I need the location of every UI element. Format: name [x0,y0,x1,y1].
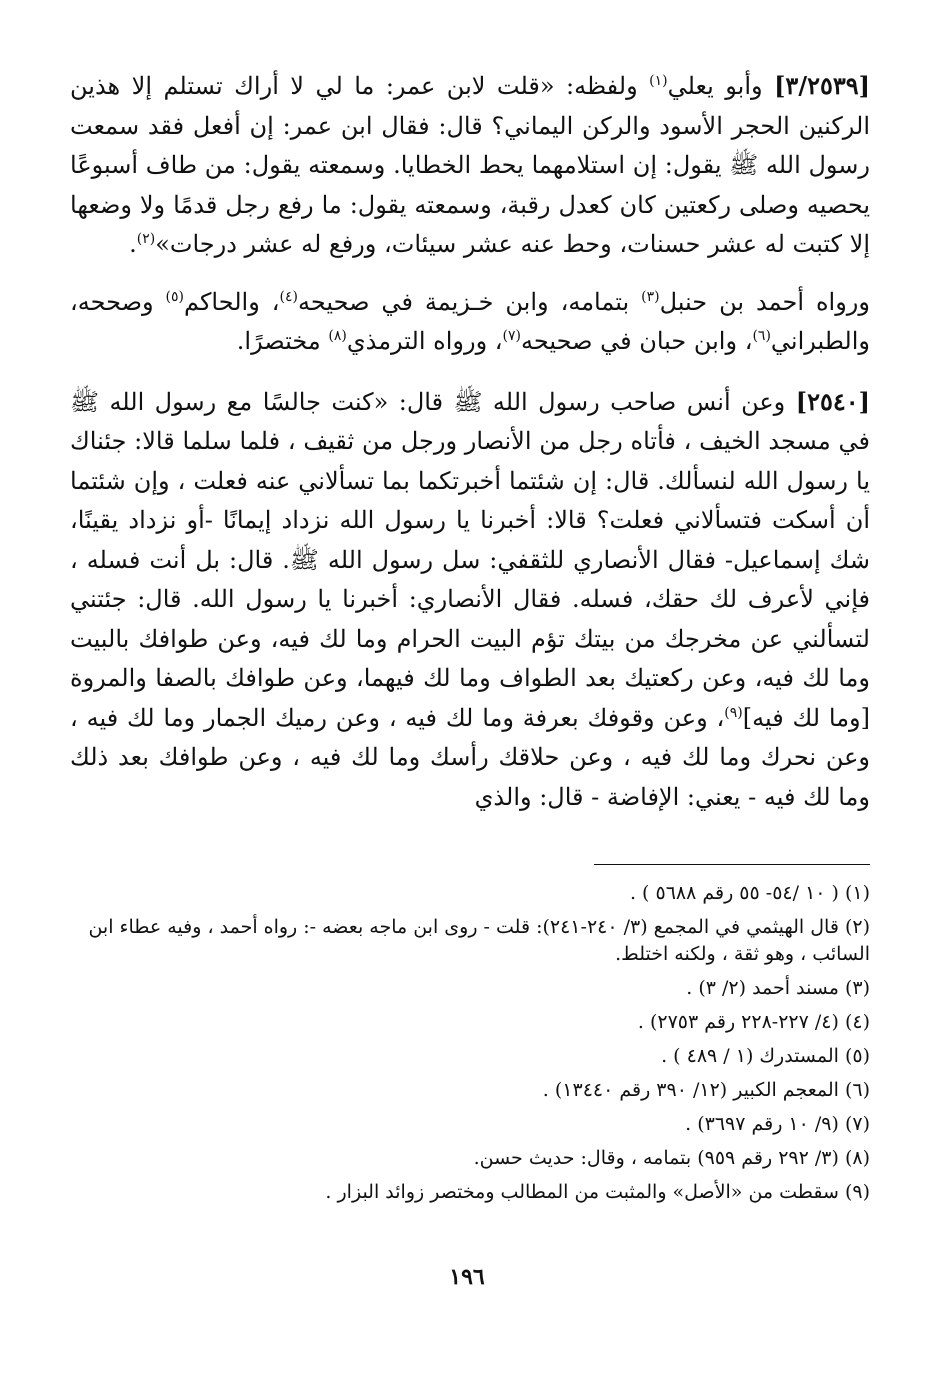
narrators-paragraph [70,283,870,362]
footnote-number: (٤) [844,1011,870,1033]
footnote-marker: (٧) [502,328,521,344]
footnote-marker: (٣) [641,288,660,305]
narrators-text: ، والحاكم [184,287,280,316]
footnote-divider [594,864,870,865]
footnote-marker: (٨) [328,328,347,344]
footnote-text: (٣/ ٢٩٢ رقم ٩٥٩) بتمامه ، وقال: حديث حسن. [473,1147,839,1169]
hadith-reference-number: [٢٥٤٠] [795,386,870,416]
footnote-marker: (٢) [136,231,156,247]
footnote-item [70,975,870,1002]
footnote-text: (٤/ ٢٢٧-٢٢٨ رقم ٢٧٥٣) . [637,1011,839,1033]
narrators-text: ورواه أحمد بن حنبل [659,287,870,316]
hadith-text: . [129,230,137,258]
hadith-text: ، وعن وقوفك بعرفة وما لك فيه ، وعن رميك الجمار وما لك فيه ، وعن نحرك وما لك فيه ، وعن حلاقك رأسك وما لك فيه ، وعن طوافك بعد ذلك وما لك فيه - يعني: الإفاضة - قال: والذي [70,703,870,811]
footnote-text: المعجم الكبير (١٢/ ٣٩٠ رقم ١٣٤٤٠) . [542,1079,839,1101]
narrators-text: ، ورواه الترمذي [346,327,503,355]
footnote-text: قال الهيثمي في المجمع (٣/ ٢٤٠-٢٤١): قلت - روى ابن ماجه بعضه -: رواه أحمد ، وفيه عطاء ابن السائب ، وهو ثقة ، ولكنه اختلط. [88,916,870,965]
footnote-item [70,1179,870,1206]
hadith-text: وأبو يعلي [667,72,775,100]
footnote-number: (٧) [844,1113,870,1135]
footnote-text: مسند أحمد (٢/ ٣) . [686,977,839,999]
footnote-number: (٨) [844,1147,870,1169]
footnote-item [70,1111,870,1138]
footnote-item [70,1009,870,1036]
footnote-number: (٦) [844,1079,870,1101]
footnote-text: المستدرك (١ / ٤٨٩ ) . [661,1045,839,1067]
footnote-item [70,1043,870,1070]
hadith-text: وعن أنس صاحب رسول الله ﷺ قال: «كنت جالسًا مع رسول الله ﷺ في مسجد الخيف ، فأتاه رجل من الأنصار ورجل من ثقيف ، فلما سلما قالا: جئناك يا رسول الله لنسألك. قال: إن شئتما أخبرتكما بما تسألاني عنه فعلت ، وإن شئتما أن أسكت فتسألاني فعلت؟ قالا: أخبرنا يا رسول الله نزداد إيمانًا -أو نزداد يقينًا، شك إسماعيل- فقال الأنصاري للثقفي: سل رسول الله ﷺ. قال: بل أنت فسله ، فإني لأعرف لك حقك، فسله. فقال الأنصاري: أخبرنا يا رسول الله. قال: جئتني لتسألني عن مخرجك من بيتك تؤم البيت الحرام وما لك فيه، وعن طوافك بالبيت وما لك فيه، وعن ركعتيك بعد الطواف وما لك فيهما، وعن طوافك بالصفا والمروة [وما لك فيه] [70,387,871,732]
hadith-paragraph-2539 [70,66,870,265]
footnote-text: ( ١٠ /٥٤- ٥٥ رقم ٥٦٨٨ ) . [629,882,839,904]
footnote-item [70,880,870,907]
narrators-text: مختصرًا. [236,327,329,355]
footnote-number: (٥) [844,1045,870,1067]
page-number: ١٩٦ [449,1264,485,1290]
footnote-number: (٩) [844,1181,870,1203]
hadith-reference-number: [٣/٢٥٣٩] [774,71,870,100]
footnote-item [70,914,870,968]
footnote-number: (٣) [844,977,870,999]
main-text [70,66,870,817]
footnote-text: (٩/ ١٠ رقم ٣٦٩٧) . [685,1113,839,1135]
footnote-marker: (٥) [165,288,185,305]
footnote-marker: (١) [649,73,668,89]
footnote-text: سقطت من «الأصل» والمثبت من المطالب ومختصر زوائد البزار . [325,1181,839,1203]
footnote-item [70,1077,870,1104]
footnote-marker: (٦) [752,328,771,344]
footnote-number: (٢) [844,916,870,938]
narrators-text: ، وابن حبان في صحيحه [521,327,753,355]
footnote-marker: (٤) [279,288,298,305]
footnotes [70,880,870,1213]
narrators-text: وصححه، والطبراني [70,287,870,355]
hadith-text: ولفظه: «قلت لابن عمر: ما لي لا أراك تستلم إلا هذين الركنين الحجر الأسود والركن اليماني؟ قال: فقال ابن عمر: إن أفعل فقد سمعت رسول الله ﷺ يقول: إن استلامهما يحط الخطايا. وسمعته يقول: من طاف أسبوعًا يحصيه وصلى ركعتين كان كعدل رقبة، وسمعته يقول: ما رفع رجل قدمًا ولا وضعها إلا كتبت له عشر حسنات، وحط عنه عشر سيئات، ورفع له عشر درجات» [70,72,870,258]
narrators-text: بتمامه، وابن خـزيمة في صحيحه [297,287,642,316]
footnote-marker: (٩) [724,704,743,721]
hadith-paragraph-2540 [70,382,870,818]
footnote-item [70,1145,870,1172]
footnote-number: (١) [844,882,870,904]
